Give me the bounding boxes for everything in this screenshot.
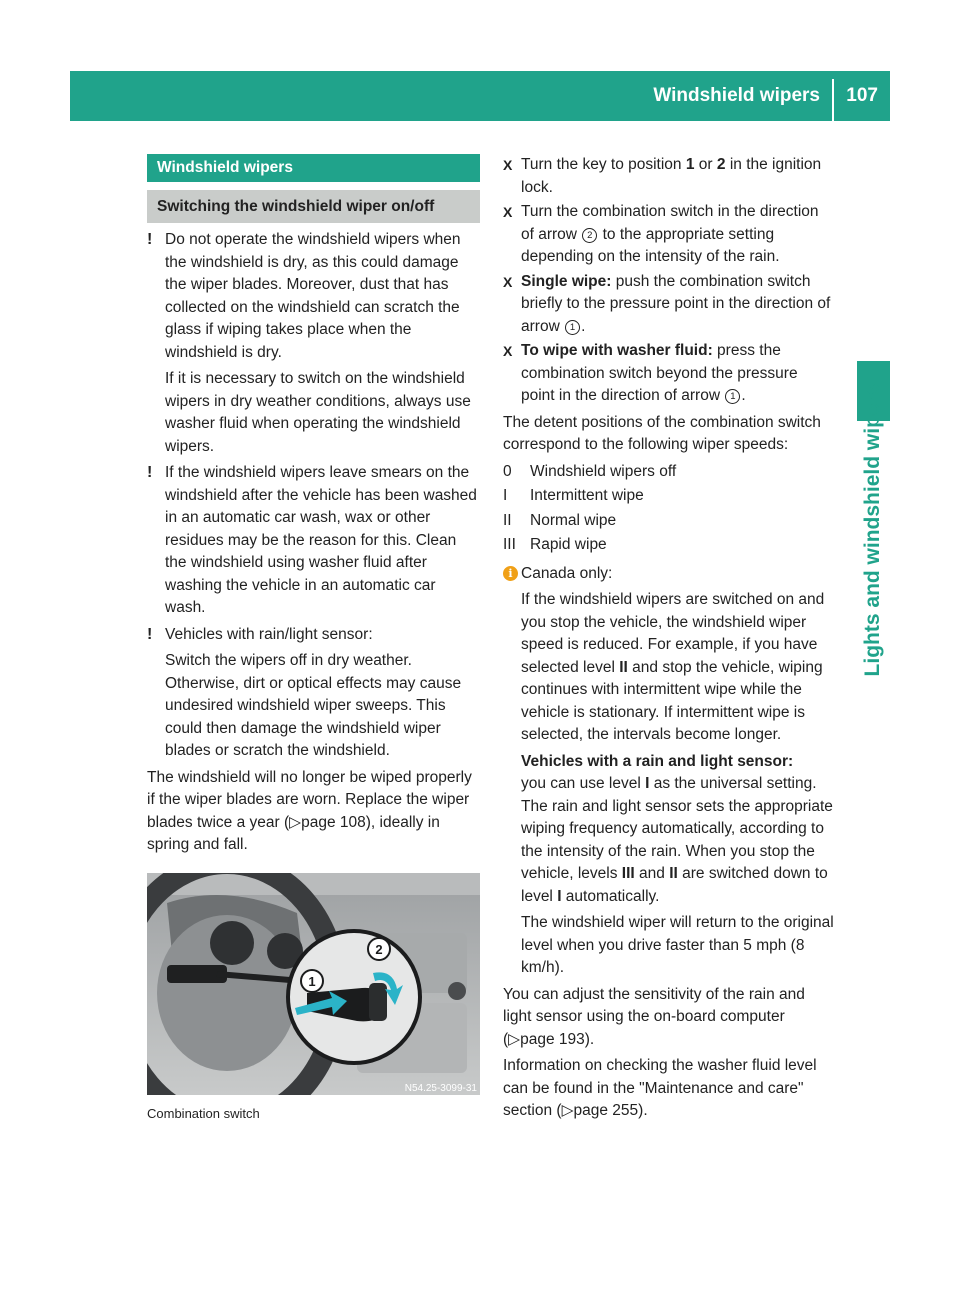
- step-marker-icon: X: [503, 204, 513, 220]
- instruction-step: X Single wipe: push the combination switch briefly to the pressure point in the direction of arrow 1 .: [503, 272, 831, 335]
- detent-paragraph: The detent positions of the combination switch correspond to the following wiper speeds:: [503, 413, 821, 453]
- page-ref-link[interactable]: page 255: [573, 1102, 639, 1119]
- page-header: [70, 71, 890, 121]
- warning-text: If the windshield wipers leave smears on the windshield after the vehicle has been washed in an automatic car wash, wax or other residues may be the reason for this. Clean the windshield using washer fluid after washing the vehicle in an automatic car wash.: [165, 464, 477, 616]
- step-marker-icon: X: [503, 273, 513, 290]
- warning-text: Do not operate the windshield wipers when the windshield is dry, as this could damage the wiper blades. Moreover, dust that has collected on the windshield can scratch the glass if wiping takes place when the windshield is dry.: [165, 231, 461, 361]
- page-ref-link[interactable]: page 108: [301, 813, 366, 831]
- list-item: III Rapid wipe: [503, 536, 607, 553]
- body-paragraph: The windshield will no longer be wiped properly if the wiper blades are worn. Replace the wiper blades twice a year (▷page 108), ideally in spring and fall.: [147, 768, 472, 853]
- left-column: [147, 154, 480, 1123]
- warning-text: Switch the wipers off in dry weather. Otherwise, dirt or optical effects may cause undesired windshield wiper sweeps. This could then damage the windshield wiper blades or scratch the windshield.: [165, 652, 462, 759]
- arrow-1-label: 1: [308, 973, 316, 989]
- info-text: If the windshield wipers are switched on and you stop the vehicle, the windshield wiper speed is reduced. For example, if you have selected level II and stop the vehicle, wiping continues with intermittent wipe while the vehicle is stationary. If intermittent wipe is selected, the intervals become longer.: [521, 591, 825, 743]
- combination-switch-illustration: [147, 873, 480, 1095]
- warning-note: [147, 229, 480, 458]
- combination-switch-photo: [147, 873, 480, 1095]
- page-ref-arrow: ▷: [561, 1102, 574, 1119]
- instruction-step: X Turn the combination switch in the direction of arrow 2 to the appropriate setting depending on the intensity of the rain.: [503, 203, 819, 265]
- figure-code: N54.25-3099-31: [404, 1082, 477, 1094]
- page-ref-link[interactable]: page 193: [520, 1030, 585, 1048]
- header-divider: [832, 79, 834, 121]
- info-icon: i: [503, 566, 518, 581]
- list-item: I Intermittent wipe: [503, 487, 644, 504]
- arrow-1-callout: 1: [725, 389, 740, 404]
- step-marker-icon: X: [503, 157, 513, 173]
- list-item: 0 Windshield wipers off: [503, 462, 677, 480]
- right-column: [503, 154, 834, 1127]
- warning-note: [147, 624, 480, 763]
- info-text: The windshield wiper will return to the original level when you drive faster than 5 mph (8 km/h).: [521, 914, 834, 976]
- warning-text: Vehicles with rain/light sensor:: [165, 625, 373, 643]
- instruction-step: X Turn the key to position 1 or 2 in the ignition lock.: [503, 156, 822, 196]
- section-title: Windshield wipers: [147, 154, 480, 182]
- arrow-2-callout: 2: [582, 228, 597, 243]
- page-number: 107: [846, 85, 878, 106]
- arrow-2-label: 2: [375, 941, 383, 957]
- info-title: Canada only:: [521, 564, 613, 582]
- step-marker-icon: X: [503, 343, 513, 359]
- warning-text: If it is necessary to switch on the windshield wipers in dry weather conditions, always use washer fluid when operating the windshield wipers.: [165, 370, 471, 455]
- figure-caption: Combination switch: [147, 1105, 260, 1121]
- subsection-title: Switching the windshield wiper on/off: [147, 190, 480, 223]
- speed-list: [503, 461, 834, 557]
- warning-icon: !: [147, 231, 153, 248]
- maintenance-paragraph: Information on checking the washer fluid level can be found in the "Maintenance and care" section (▷page 255).: [503, 1057, 817, 1119]
- page-ref-arrow: ▷: [289, 813, 302, 831]
- info-note: [503, 563, 834, 980]
- warning-icon: !: [147, 625, 153, 643]
- header-title: Windshield wipers: [653, 85, 820, 106]
- warning-note: [147, 462, 480, 620]
- info-heading: Vehicles with a rain and light sensor:: [521, 752, 794, 770]
- warning-icon: !: [147, 464, 153, 481]
- arrow-1-callout: 1: [565, 320, 580, 335]
- page-ref-arrow: ▷: [508, 1030, 521, 1048]
- list-item: II Normal wipe: [503, 511, 617, 529]
- chapter-label: Lights and windshield wipers: [861, 383, 884, 677]
- info-text: you can use level I as the universal setting. The rain and light sensor sets the appropriate wiping frequency automatically, according to the intensity of the rain. When you stop the vehicle, levels III and II are switched down to level I automatically.: [521, 775, 833, 905]
- sensitivity-paragraph: You can adjust the sensitivity of the rain and light sensor using the on-board computer (▷page 193).: [503, 985, 805, 1048]
- instruction-step: X To wipe with washer fluid: press the combination switch beyond the pressure point in the direction of arrow 1 .: [503, 342, 798, 404]
